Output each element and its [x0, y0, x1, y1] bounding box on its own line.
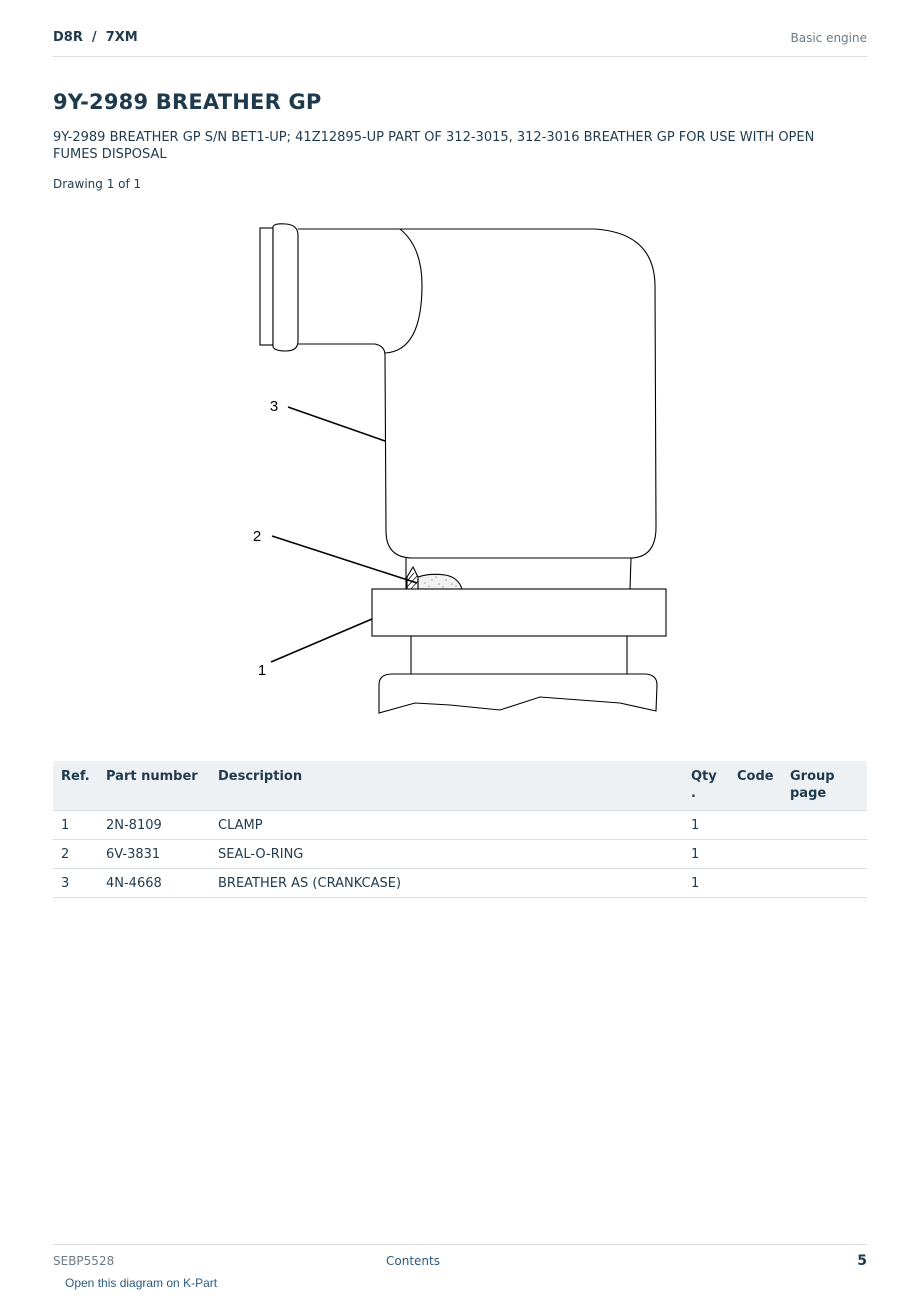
breadcrumb: D8R / 7XM [53, 30, 138, 45]
qty-header-line2: . [691, 786, 696, 801]
breather-body-drawing [257, 224, 666, 713]
callout-2: 2 [252, 528, 262, 545]
cell-ref: 1 [53, 811, 98, 840]
col-header-part-number: Part number [98, 761, 210, 811]
cell-part-number: 2N-8109 [98, 811, 210, 840]
group-header-line1: Group [790, 769, 835, 784]
table-row [53, 840, 867, 869]
contents-link[interactable]: Contents [386, 1254, 440, 1268]
document-id: SEBP5528 [53, 1254, 115, 1268]
cell-description: SEAL-O-RING [210, 840, 683, 869]
open-kpart-link[interactable]: Open this diagram on K-Part [65, 1276, 218, 1290]
col-header-qty [683, 761, 729, 811]
cell-group-page [782, 811, 867, 840]
qty-header-line1: Qty [691, 769, 717, 784]
cell-qty: 1 [683, 811, 729, 840]
col-header-ref: Ref. [53, 761, 98, 811]
col-header-description: Description [210, 761, 683, 811]
group-header-line2: page [790, 786, 827, 801]
table-row [53, 811, 867, 840]
part-description: 9Y-2989 BREATHER GP S/N BET1-UP; 41Z12895-UP PART OF 312-3015, 312-3016 BREATHER GP FOR USE WITH OPEN FUMES DISPOSAL [53, 130, 815, 162]
table-header-row [53, 761, 867, 811]
cell-code [729, 811, 782, 840]
cell-part-number: 6V-3831 [98, 840, 210, 869]
page-title: 9Y-2989 BREATHER GP [53, 90, 322, 114]
cell-code [729, 840, 782, 869]
cell-description: CLAMP [210, 811, 683, 840]
page-footer [53, 1244, 867, 1275]
cell-description: BREATHER AS (CRANKCASE) [210, 869, 683, 898]
drawing-count: Drawing 1 of 1 [53, 177, 142, 191]
cell-group-page [782, 869, 867, 898]
cell-code [729, 869, 782, 898]
cell-ref: 3 [53, 869, 98, 898]
cell-part-number: 4N-4668 [98, 869, 210, 898]
col-header-group-page [782, 761, 867, 811]
col-header-code: Code [729, 761, 782, 811]
cell-qty: 1 [683, 869, 729, 898]
table-row [53, 869, 867, 898]
cell-group-page [782, 840, 867, 869]
callout-3: 3 [269, 398, 279, 415]
callout-1: 1 [257, 662, 267, 679]
page-header [53, 28, 867, 57]
cell-ref: 2 [53, 840, 98, 869]
page-number: 5 [857, 1253, 867, 1269]
parts-diagram [240, 215, 680, 725]
section-name: Basic engine [790, 31, 867, 45]
parts-table [53, 761, 867, 898]
cell-qty: 1 [683, 840, 729, 869]
